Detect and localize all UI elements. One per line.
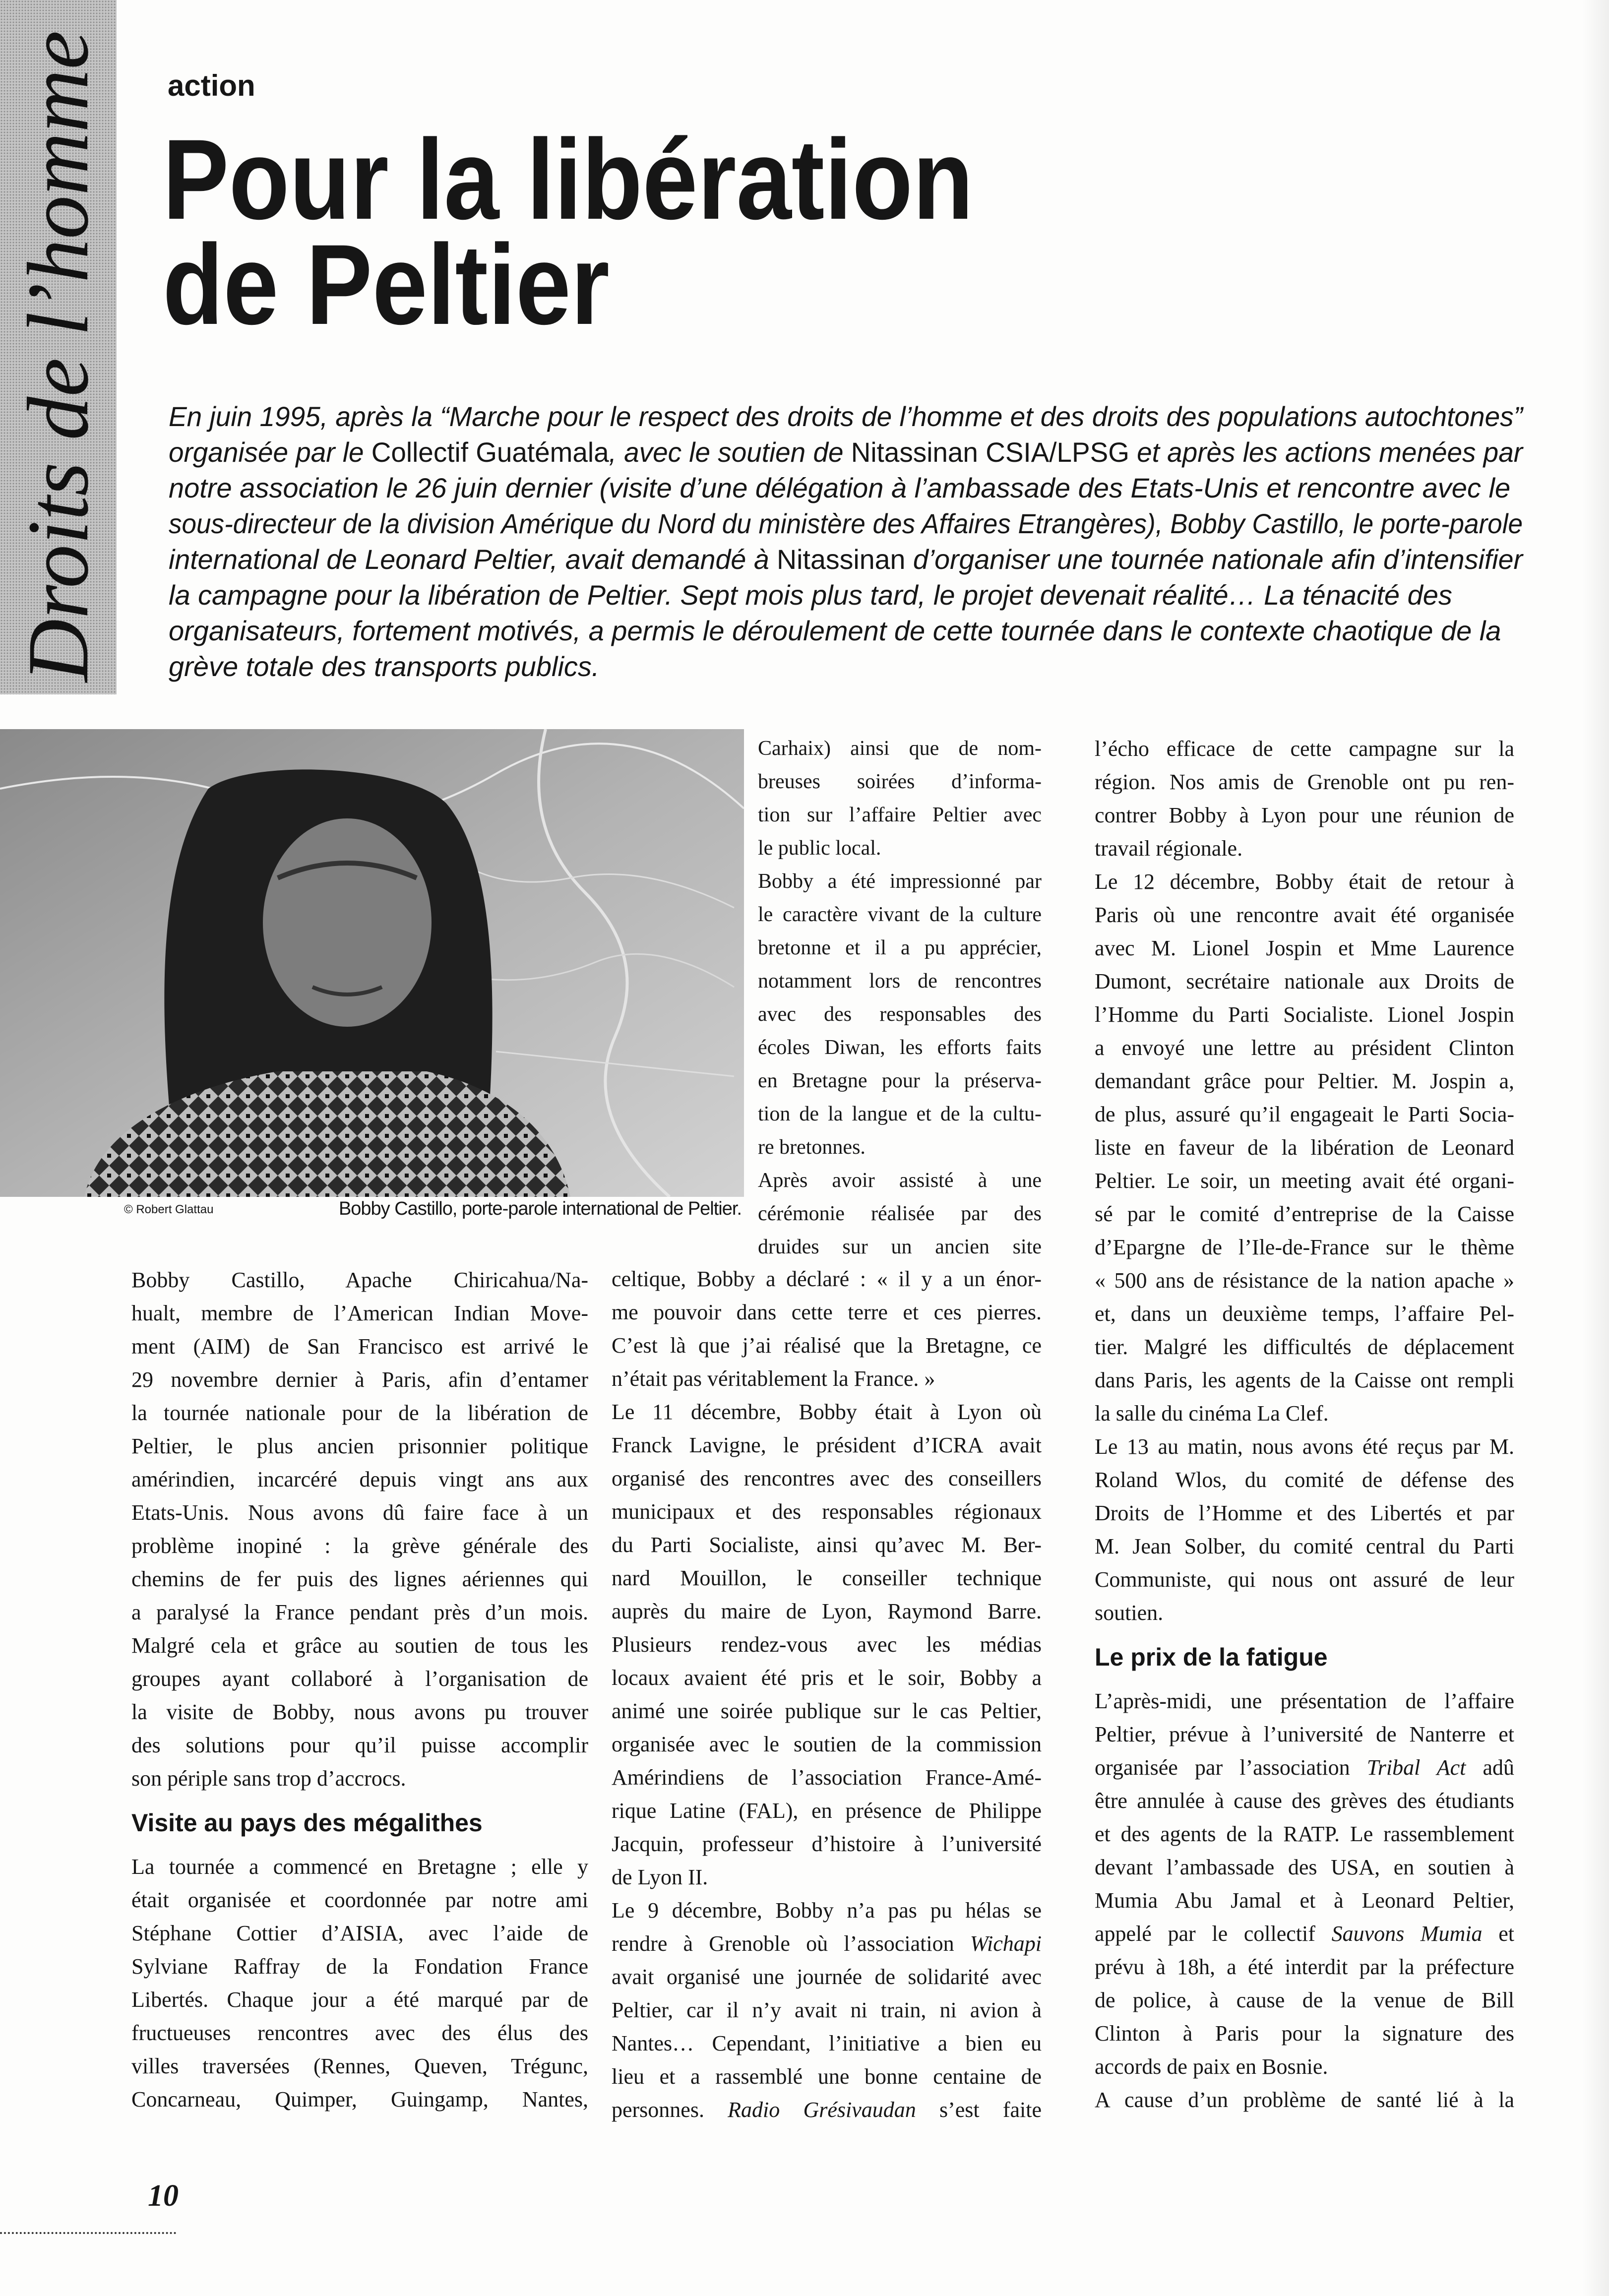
text-line (131, 1983, 588, 2016)
text-line (1095, 1950, 1514, 1984)
text-line (131, 1596, 588, 1629)
text-line (1095, 1131, 1514, 1164)
text-line-content: et, dans un deuxième temps, l’affaire Pel- (1095, 1302, 1514, 1326)
text-line-content: dans Paris, les agents de la Caisse ont rempli (1095, 1368, 1514, 1392)
text-line-content: Dumont, secrétaire nationale aux Droits de (1095, 969, 1514, 993)
text-line (131, 1950, 588, 1983)
text-run: grève totale des transports publics. (169, 651, 600, 682)
text-line-content: M. Jean Solber, du comité central du Parti (1095, 1534, 1514, 1558)
text-line (612, 2027, 1042, 2060)
text-run: rendre à Grenoble où l’association (612, 1931, 970, 1956)
text-line-content: du Parti Socialiste, ainsi qu’avec M. Ber- (612, 1533, 1042, 1557)
scan-edge-shadow (1582, 0, 1609, 2296)
text-line-content: Peltier, car il n’y avait ni train, ni avion à (612, 1998, 1042, 2022)
text-line (1095, 1563, 1514, 1596)
text-line-content: lieu et a rassemblé une bonne centaine de (612, 2064, 1042, 2089)
text-line-content: Droits de l’Homme et des Libertés et par (1095, 1501, 1514, 1525)
text-line-content: demandant grâce pour Peltier. M. Jospin a, (1095, 1069, 1514, 1093)
text-line-content: l’écho efficace de cette campagne sur la (1095, 737, 1514, 761)
article-lead (169, 399, 1523, 684)
page-number: 10 (148, 2179, 179, 2213)
text-line-content: rique Latine (FAL), en présence de Philippe (612, 1799, 1042, 1823)
text-line-content: animé une soirée publique sur le cas Peltier, (612, 1699, 1042, 1723)
text-line-content: re bretonnes. (758, 1136, 866, 1159)
text-line-content: chemins de fer puis des lignes aériennes qui (131, 1567, 588, 1591)
text-line-content: le public local. (758, 837, 881, 860)
text-line (1095, 832, 1514, 865)
text-line (131, 1529, 588, 1562)
text-line-content: Roland Wlos, du comité de défense des (1095, 1468, 1514, 1492)
text-line (612, 2093, 1042, 2126)
text-line-content: tier. Malgré les difficultés de déplacement (1095, 1335, 1514, 1359)
text-line (612, 1395, 1042, 1428)
text-line-content (169, 434, 1523, 470)
text-line-content: accords de paix en Bosnie. (1095, 2054, 1328, 2079)
text-line-content: notamment lors de rencontres (758, 970, 1042, 993)
text-run: international de Leonard Peltier, avait demandé à (169, 544, 777, 575)
section-heading: Le prix de la fatigue (1095, 1643, 1328, 1671)
text-line (612, 1993, 1042, 2027)
text-line (1095, 1463, 1514, 1496)
text-line-content: Peltier, prévue à l’université de Nanterre et (1095, 1722, 1514, 1746)
text-line (612, 1428, 1042, 1462)
italic-title: Sauvons Mumia (1331, 1922, 1483, 1946)
text-line-content: organisée avec le soutien de la commission (612, 1732, 1042, 1756)
text-line-content: cérémonie réalisée par des (758, 1202, 1042, 1225)
text-line-content: druides sur un ancien site (758, 1236, 1042, 1258)
text-line-content: Clinton à Paris pour la signature des (1095, 2021, 1514, 2046)
paragraph (758, 865, 1042, 1164)
text-line (612, 1495, 1042, 1528)
text-line (1095, 1264, 1514, 1297)
text-line (131, 1662, 588, 1695)
text-line (612, 1827, 1042, 1861)
text-line (758, 1131, 1042, 1164)
text-line (131, 1330, 588, 1363)
text-line (612, 1761, 1042, 1794)
text-line-content: Concarneau, Quimper, Guingamp, Nantes, (131, 2087, 588, 2111)
text-line (1095, 1330, 1514, 1364)
text-line-content (169, 577, 1452, 613)
photo-bobby-castillo (0, 729, 744, 1197)
text-line (1095, 1397, 1514, 1430)
text-line-content: écoles Diwan, les efforts faits (758, 1036, 1042, 1059)
text-line (131, 1297, 588, 1330)
text-line-content: a paralysé la France pendant près d’un mois. (131, 1600, 588, 1624)
text-line-content: Amérindiens de l’association France-Amé- (612, 1765, 1042, 1790)
text-line (131, 1917, 588, 1950)
paragraph (1095, 1430, 1514, 1629)
text-line-content: bretonne et il a pu apprécier, (758, 936, 1042, 959)
text-line-content: Stéphane Cottier d’AISIA, avec l’aide de (131, 1921, 588, 1945)
text-line (1095, 732, 1514, 765)
text-line (612, 1894, 1042, 1927)
text-line (1095, 1751, 1514, 1784)
text-line (131, 2049, 588, 2083)
text-line (612, 1528, 1042, 1561)
text-line-content: prévu à 18h, a été interdit par la préfecture (1095, 1955, 1514, 1979)
paragraph (612, 1262, 1042, 1395)
text-line (612, 1262, 1042, 1296)
text-line (1095, 765, 1514, 799)
text-line (1095, 1684, 1514, 1718)
text-line (612, 1794, 1042, 1827)
text-line (758, 998, 1042, 1031)
text-line-content: amérindien, incarcéré depuis vingt ans aux (131, 1467, 588, 1491)
text-line (758, 799, 1042, 832)
text-line (131, 1850, 588, 1883)
text-line (1095, 1364, 1514, 1397)
text-line (169, 613, 1523, 649)
paragraph (1095, 1684, 1514, 2083)
text-line (1095, 1917, 1514, 1950)
paragraph (758, 1164, 1042, 1264)
text-line-content: la salle du cinéma La Clef. (1095, 1401, 1329, 1426)
text-line (131, 1729, 588, 1762)
text-line-content: tion sur l’affaire Peltier avec (758, 804, 1042, 826)
text-line (1095, 1784, 1514, 1817)
text-line (612, 1362, 1042, 1395)
text-run: et (1482, 1922, 1514, 1946)
text-line-content: breuses soirées d’informa- (758, 770, 1042, 793)
column-2-bottom (612, 1262, 1042, 2126)
paragraph (1095, 2083, 1514, 2116)
section-label: Droits de l’homme (10, 30, 107, 682)
text-line-content: Carhaix) ainsi que de nom- (758, 737, 1042, 760)
text-run: organisée par l’association (1095, 1755, 1367, 1780)
text-line (169, 649, 1523, 684)
text-line-content: soutien. (1095, 1601, 1164, 1625)
text-line-content: nard Mouillon, le conseiller technique (612, 1566, 1042, 1590)
text-line (131, 1695, 588, 1729)
text-line-content: « 500 ans de résistance de la nation apache » (1095, 1268, 1514, 1293)
text-line-content: Bobby Castillo, Apache Chiricahua/Na- (131, 1268, 588, 1292)
text-line (1095, 998, 1514, 1031)
text-line-content: organisé des rencontres avec des conseillers (612, 1466, 1042, 1490)
text-line-content: Sylviane Raffray de la Fondation France (131, 1954, 588, 1979)
text-line (758, 832, 1042, 865)
text-line (131, 1762, 588, 1795)
text-line-content: ment (AIM) de San Francisco est arrivé le (131, 1334, 588, 1359)
text-line-content: en Bretagne pour la préserva- (758, 1069, 1042, 1092)
italic-title: Tribal Act (1366, 1755, 1466, 1780)
text-run: organisée par le (169, 436, 371, 468)
footer-rule (0, 2232, 176, 2234)
text-line-content: a envoyé une lettre au président Clinton (1095, 1036, 1514, 1060)
text-line (169, 542, 1523, 577)
text-line-content: région. Nos amis de Grenoble ont pu ren- (1095, 770, 1514, 794)
text-run: appelé par le collectif (1095, 1922, 1332, 1946)
text-line-content: la visite de Bobby, nous avons pu trouver (131, 1700, 588, 1724)
text-line-content (612, 1927, 1042, 1960)
text-line-content: Après avoir assisté à une (758, 1169, 1042, 1192)
text-line-content: celtique, Bobby a déclaré : « il y a un énor- (612, 1267, 1042, 1291)
text-line-content: me pouvoir dans cette terre et ces pierres. (612, 1300, 1042, 1324)
text-line (169, 434, 1523, 470)
text-run: notre association le 26 juin dernier (visite d’une délégation à l’ambassade des Etats-Unis et rencontre avec le (169, 472, 1511, 503)
text-run: adû (1466, 1755, 1514, 1780)
text-line-content: devant l’ambassade des USA, en soutien à (1095, 1855, 1514, 1879)
article-kicker: action (168, 69, 255, 102)
text-line-content: C’est là que j’ai réalisé que la Bretagne, ce (612, 1333, 1042, 1358)
section-heading: Visite au pays des mégalithes (131, 1809, 483, 1837)
text-line (1095, 931, 1514, 965)
text-line-content: de Lyon II. (612, 1865, 708, 1889)
text-line (131, 2083, 588, 2116)
text-line (758, 732, 1042, 765)
title-line: Pour la libération (163, 116, 974, 243)
text-line-content: A cause d’un problème de santé lié à la (1095, 2088, 1514, 2112)
text-line-content: travail régionale. (1095, 836, 1243, 861)
text-line (131, 1629, 588, 1662)
text-line (1095, 1197, 1514, 1231)
text-line (758, 898, 1042, 931)
text-line (1095, 2083, 1514, 2116)
text-line-content: Malgré cela et grâce au soutien de tous les (131, 1633, 588, 1658)
italic-title: Wichapi (970, 1931, 1042, 1956)
text-line-content: d’Epargne de l’Ile-de-France sur le thème (1095, 1235, 1514, 1259)
text-line (169, 470, 1523, 506)
text-line (612, 1694, 1042, 1728)
text-line-content (169, 470, 1510, 506)
text-line-content: n’était pas véritablement la France. » (612, 1366, 935, 1391)
text-run: d’organiser une tournée nationale afin d’intensifier (905, 544, 1523, 575)
text-line (1095, 965, 1514, 998)
text-line-content: fructueuses rencontres avec des élus des (131, 2021, 588, 2045)
portrait-photo-image (0, 729, 744, 1197)
text-line-content: Paris où une rencontre avait été organisée (1095, 903, 1514, 927)
text-line-content: Bobby a été impressionné par (758, 870, 1042, 893)
column-2-top (758, 732, 1042, 1264)
text-line (758, 765, 1042, 799)
text-line (612, 1628, 1042, 1661)
text-line-content: le caractère vivant de la culture (758, 903, 1042, 926)
text-run: Nitassinan (777, 544, 906, 575)
paragraph (758, 732, 1042, 865)
text-line (1095, 1817, 1514, 1851)
text-line-content: avait organisé une journée de solidarité avec (612, 1965, 1042, 1989)
text-line (612, 1561, 1042, 1595)
text-line-content: avec M. Lionel Jospin et Mme Laurence (1095, 936, 1514, 960)
text-line (612, 1861, 1042, 1894)
text-line (169, 577, 1523, 613)
text-line-content: liste en faveur de la libération de Leonard (1095, 1135, 1514, 1160)
text-line (169, 506, 1523, 542)
text-line (1095, 1031, 1514, 1064)
text-line-content: Le 13 au matin, nous avons été reçus par M. (1095, 1434, 1514, 1459)
text-line (131, 1496, 588, 1529)
text-run: Nitassinan CSIA/LPSG (851, 436, 1129, 468)
text-line-content: Le 11 décembre, Bobby était à Lyon où (612, 1400, 1042, 1424)
text-line (758, 1231, 1042, 1264)
text-line-content: Jacquin, professeur d’histoire à l’université (612, 1832, 1042, 1856)
text-line (1095, 1064, 1514, 1098)
text-line-content: Peltier, le plus ancien prisonnier politique (131, 1434, 588, 1458)
text-line (1095, 1884, 1514, 1917)
text-run: , avec le soutien de (609, 436, 851, 468)
text-line (169, 399, 1523, 434)
text-line-content: tion de la langue et de la cultu- (758, 1103, 1042, 1125)
text-line-content: Peltier. Le soir, un meeting avait été organi- (1095, 1169, 1514, 1193)
text-line-content: contrer Bobby à Lyon pour une réunion de (1095, 803, 1514, 827)
text-line (1095, 1596, 1514, 1629)
text-line (1095, 1496, 1514, 1530)
text-line-content: Communiste, qui nous ont assuré de leur (1095, 1567, 1514, 1592)
text-line-content: Mumia Abu Jamal et à Leonard Peltier, (1095, 1888, 1514, 1913)
text-line (131, 1429, 588, 1463)
text-line-content: Plusieurs rendez-vous avec les médias (612, 1632, 1042, 1657)
text-line (612, 2060, 1042, 2093)
text-line-content: sé par le comité d’entreprise de la Caisse (1095, 1202, 1514, 1226)
text-line (1095, 1851, 1514, 1884)
text-line-content: problème inopiné : la grève générale des (131, 1534, 588, 1558)
text-line (612, 1462, 1042, 1495)
text-line-content: locaux avaient été pris et le soir, Bobby a (612, 1666, 1042, 1690)
article-title (163, 116, 1095, 348)
text-run: s’est faite (916, 2098, 1042, 2122)
text-line-content (1095, 1917, 1514, 1950)
text-line-content: L’après-midi, une présentation de l’affaire (1095, 1689, 1514, 1713)
text-line (1095, 1430, 1514, 1463)
title-line: de Peltier (163, 221, 610, 348)
text-line (612, 1296, 1042, 1329)
text-run: et après les actions menées par (1129, 436, 1523, 468)
text-line (1095, 865, 1514, 898)
text-run: organisateurs, fortement motivés, a permis le déroulement de cette tournée dans le contexte chaotique de la (169, 615, 1501, 646)
paragraph (131, 1850, 588, 2116)
italic-title: Radio Grésivaudan (728, 2098, 916, 2122)
photo-caption: Bobby Castillo, porte-parole international de Peltier. (338, 1198, 742, 1219)
text-line (1095, 1164, 1514, 1197)
paragraph (1095, 865, 1514, 1430)
text-line (131, 1463, 588, 1496)
text-run: Collectif Guatémala (371, 436, 609, 468)
text-line-content: Etats-Unis. Nous avons dû faire face à un (131, 1500, 588, 1525)
paragraph (1095, 732, 1514, 865)
text-line (1095, 1098, 1514, 1131)
text-line-content: hualt, membre de l’American Indian Move- (131, 1301, 588, 1325)
text-line-content: être annulée à cause des grèves des étudiants (1095, 1789, 1514, 1813)
text-line-content: Nantes… Cependant, l’initiative a bien eu (612, 2031, 1042, 2055)
text-run: personnes. (612, 2098, 728, 2122)
text-line-content (612, 2093, 1042, 2126)
text-line (758, 1098, 1042, 1131)
text-line-content (169, 506, 1523, 542)
text-line-content: Le 12 décembre, Bobby était de retour à (1095, 869, 1514, 894)
text-line (758, 931, 1042, 965)
text-line-content: était organisée et coordonnée par notre ami (131, 1888, 588, 1912)
text-line-content: l’Homme du Parti Socialiste. Lionel Jospin (1095, 1002, 1514, 1027)
text-line (1095, 1231, 1514, 1264)
text-line-content: des solutions pour qu’il puisse accomplir (131, 1733, 588, 1757)
text-line (131, 1562, 588, 1596)
text-line (758, 1064, 1042, 1098)
paragraph (612, 1894, 1042, 2126)
text-line-content (169, 399, 1523, 434)
text-line (758, 865, 1042, 898)
text-line (131, 1363, 588, 1396)
text-line (131, 1396, 588, 1429)
text-line-content: Libertés. Chaque jour a été marqué par de (131, 1987, 588, 2012)
text-line (1095, 898, 1514, 931)
text-line-content (169, 649, 599, 684)
text-line (1095, 1297, 1514, 1330)
column-3 (1095, 732, 1514, 2116)
text-line (612, 1329, 1042, 1362)
text-line-content: de police, à cause de la venue de Bill (1095, 1988, 1514, 2012)
text-line-content: auprès du maire de Lyon, Raymond Barre. (612, 1599, 1042, 1623)
text-line-content (169, 542, 1523, 577)
text-line (131, 2016, 588, 2049)
text-line (1095, 1984, 1514, 2017)
text-line-content: 29 novembre dernier à Paris, afin d’entamer (131, 1367, 588, 1392)
text-line-content: Le 9 décembre, Bobby n’a pas pu hélas se (612, 1898, 1042, 1923)
text-line (758, 965, 1042, 998)
text-line-content: de plus, assuré qu’il engageait le Parti Socia- (1095, 1102, 1514, 1126)
text-line (131, 1263, 588, 1297)
text-run: sous-directeur de la division Amérique du Nord du ministère des Affaires Etrangères), Bobby Castillo, le porte-parole (169, 508, 1523, 539)
text-line (758, 1031, 1042, 1064)
text-line-content: Franck Lavigne, le président d’ICRA avait (612, 1433, 1042, 1457)
text-line-content (169, 613, 1501, 649)
photo-credit: © Robert Glattau (124, 1203, 214, 1216)
text-run: En juin 1995, après la “Marche pour le respect des droits de l’homme et des droits des populations autochtones” (169, 401, 1523, 432)
text-line (1095, 799, 1514, 832)
column-1 (131, 1263, 588, 2116)
text-line (612, 1960, 1042, 1993)
text-line-content: municipaux et des responsables régionaux (612, 1499, 1042, 1524)
text-line (1095, 1718, 1514, 1751)
text-line-content: son périple sans trop d’accrocs. (131, 1766, 406, 1791)
paragraph (612, 1395, 1042, 1894)
text-line (758, 1164, 1042, 1197)
text-line (612, 1595, 1042, 1628)
text-line-content: La tournée a commencé en Bretagne ; elle y (131, 1855, 588, 1879)
text-line (612, 1661, 1042, 1694)
text-line (1095, 1530, 1514, 1563)
text-line (612, 1728, 1042, 1761)
text-line-content: la tournée nationale pour de la libération de (131, 1401, 588, 1425)
text-line-content: groupes ayant collaboré à l’organisation de (131, 1667, 588, 1691)
text-line (1095, 2017, 1514, 2050)
text-line (758, 1197, 1042, 1231)
text-line-content (1095, 1751, 1514, 1784)
text-line-content: et des agents de la RATP. Le rassemblement (1095, 1822, 1514, 1846)
text-line (612, 1927, 1042, 1960)
text-line-content: avec des responsables des (758, 1003, 1042, 1026)
paragraph (131, 1263, 588, 1795)
text-line (1095, 2050, 1514, 2083)
text-line (131, 1883, 588, 1917)
text-line-content: villes traversées (Rennes, Queven, Trégunc, (131, 2054, 588, 2078)
text-run: la campagne pour la libération de Peltier. Sept mois plus tard, le projet devenait réalité… La ténacité des (169, 579, 1452, 611)
